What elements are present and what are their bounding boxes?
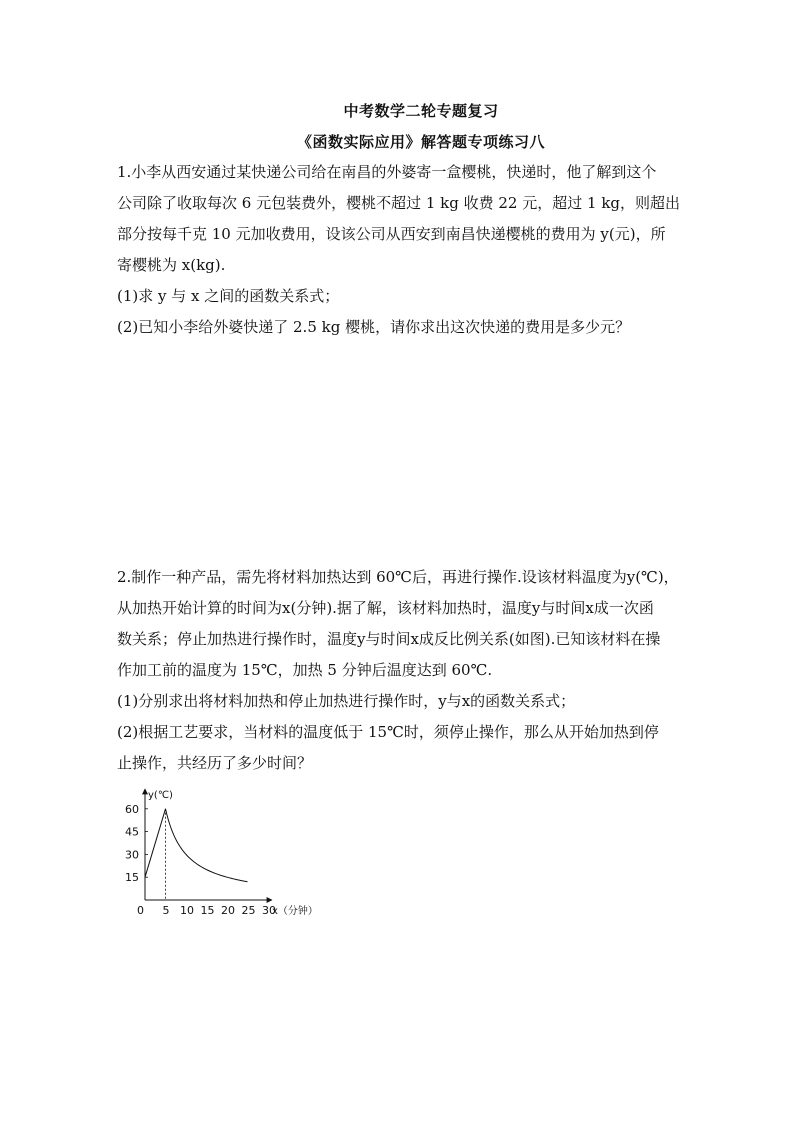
q1-line: 部分按每千克 10 元加收费用，设该公司从西安到南昌快递樱桃的费用为 y(元)，所 — [117, 225, 666, 243]
question-2 — [117, 562, 702, 779]
q2-part-1: (1)分别求出将材料加热和停止加热进行操作时，y与x的函数关系式； — [117, 692, 576, 710]
q1-line: 1.小李从西安通过某快递公司给在南昌的外婆寄一盒樱桃，快递时，他了解到这个 — [117, 163, 657, 181]
q2-line: 作加工前的温度为 15℃，加热 5 分钟后温度达到 60℃. — [117, 661, 493, 679]
q1-line: 寄樱桃为 x(kg). — [117, 256, 226, 274]
q2-line: 从加热开始计算的时间为x(分钟).据了解，该材料加热时，温度y与时间x成一次函 — [117, 599, 654, 617]
q1-line: 公司除了收取每次 6 元包装费外，樱桃不超过 1 kg 收费 22 元，超过 1 kg，则超出 — [117, 194, 681, 212]
x-tick-label: 20 — [221, 904, 235, 917]
cooling-curve — [166, 809, 248, 882]
q1-part-2: (2)已知小李给外婆快递了 2.5 kg 樱桃，请你求出这次快递的费用是多少元？ — [117, 318, 631, 336]
y-tick-label: 15 — [125, 871, 139, 885]
heating-line — [145, 809, 166, 877]
x-tick-label: 15 — [200, 904, 215, 917]
y-tick-label: 60 — [125, 802, 139, 816]
q2-line: 数关系；停止加热进行操作时，温度y与时间x成反比例关系(如图).已知该材料在操 — [117, 630, 661, 648]
q2-part-2: (2)根据工艺要求，当材料的温度低于 15℃时，须停止操作，那么从开始加热到停 — [117, 723, 659, 741]
x-tick-label: 30 — [262, 904, 276, 917]
page-title: 中考数学二轮专题复习 — [343, 102, 499, 120]
y-tick-label: 30 — [125, 848, 139, 862]
q2-line: 2.制作一种产品，需先将材料加热达到 60℃后，再进行操作.设该材料温度为y(℃)， — [117, 568, 679, 586]
x-tick-label: 10 — [180, 904, 194, 917]
y-axis-label: y(℃) — [148, 790, 173, 801]
x-axis-label: x（分钟） — [272, 906, 318, 917]
question-1 — [117, 157, 702, 343]
temperature-graph — [115, 783, 335, 923]
q2-part-2-cont: 止操作，共经历了多少时间？ — [117, 754, 313, 772]
q1-part-1: (1)求 y 与 x 之间的函数关系式； — [117, 287, 340, 305]
x-tick-label: 5 — [162, 904, 170, 917]
origin-label: 0 — [137, 904, 144, 917]
y-tick-label: 45 — [125, 825, 139, 839]
temperature-graph-svg — [115, 783, 335, 923]
x-tick-label: 25 — [241, 904, 256, 917]
page-subtitle: 《函数实际应用》解答题专项练习八 — [296, 133, 545, 151]
